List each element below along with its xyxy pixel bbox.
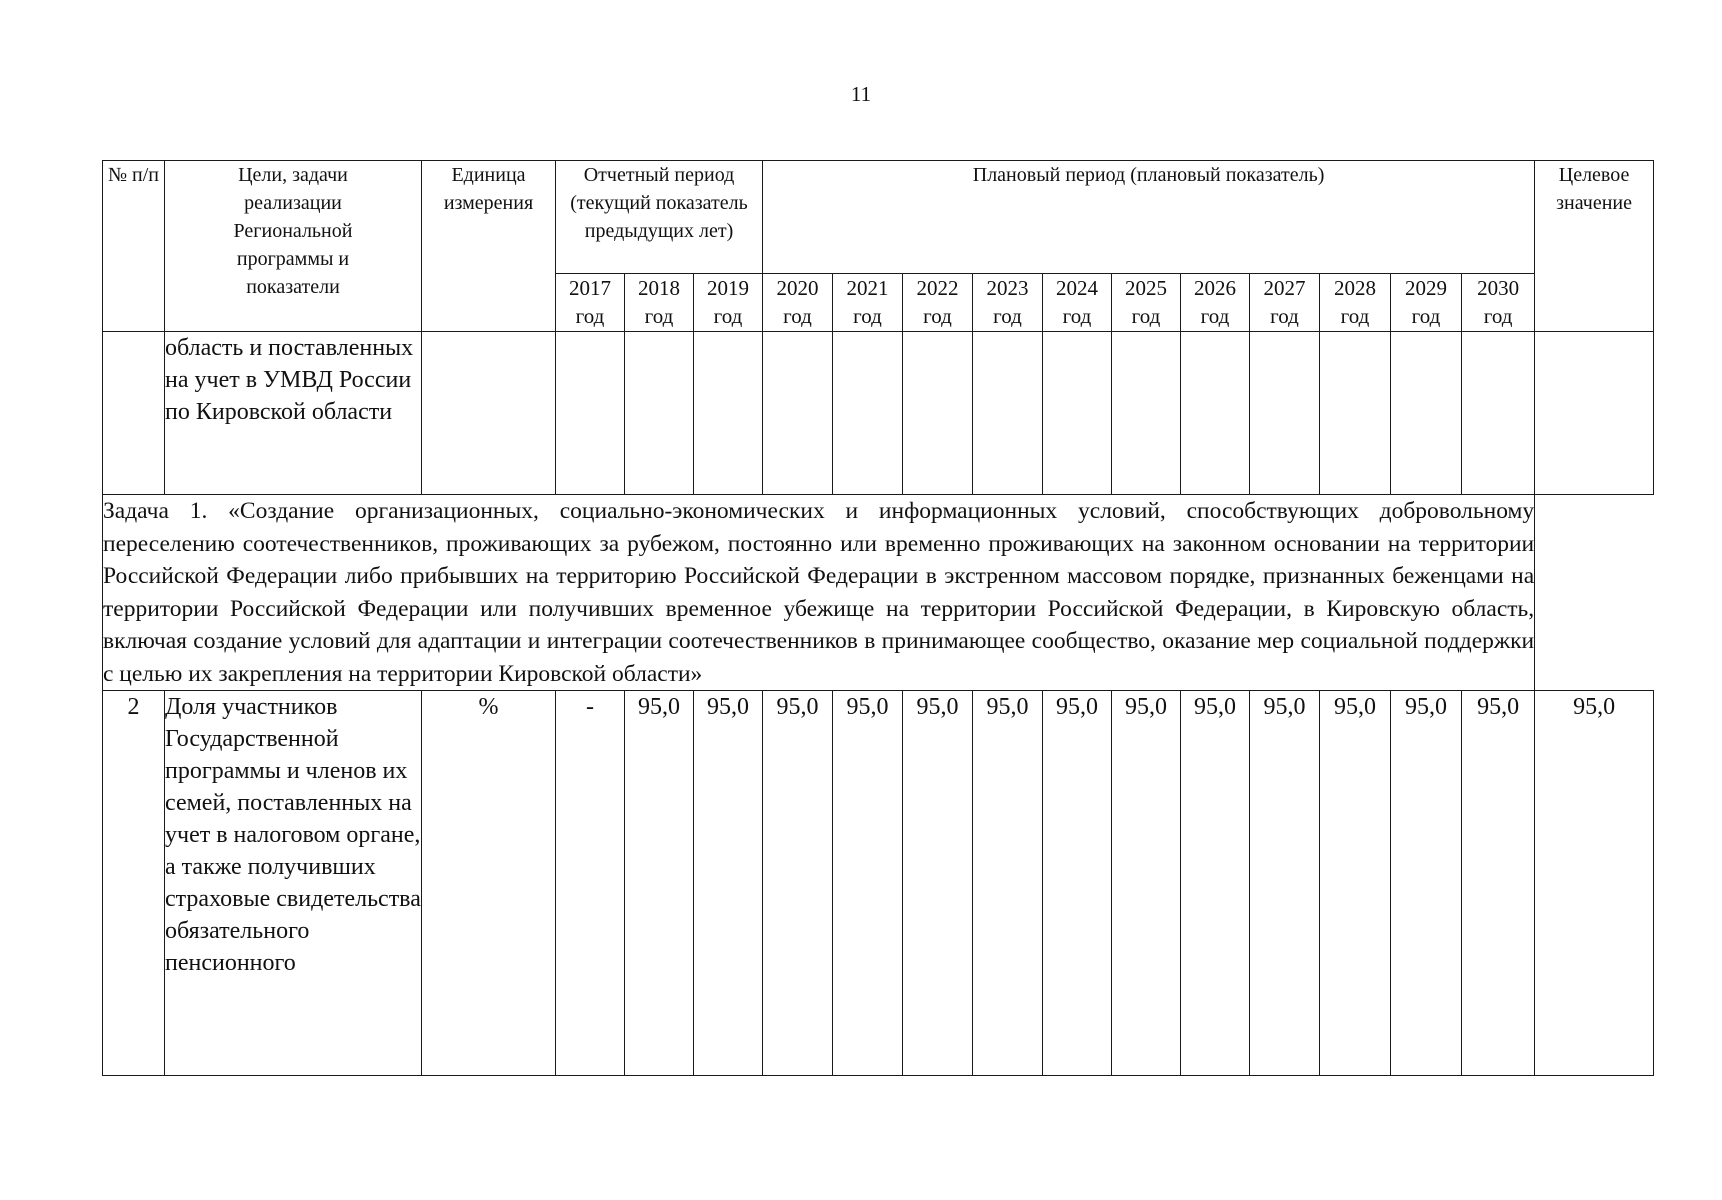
year-suffix: год (713, 304, 743, 328)
year-header (1043, 274, 1112, 332)
year-label: 2026 (1194, 276, 1237, 300)
indicator-unit: % (422, 691, 556, 1076)
year-label: 2029 (1405, 276, 1448, 300)
year-label: 2025 (1125, 276, 1168, 300)
year-header (1320, 274, 1391, 332)
year-label: 2028 (1334, 276, 1377, 300)
year-header (1391, 274, 1462, 332)
header-unit: Единица измерения (422, 161, 556, 332)
year-header (694, 274, 763, 332)
year-header (1112, 274, 1181, 332)
year-header (1250, 274, 1320, 332)
indicator-row (103, 691, 1654, 1076)
cell-empty (1535, 332, 1654, 495)
indicator-value: 95,0 (1250, 691, 1320, 1076)
indicator-text: Доля участников Государственной программы и членов их семей, поставленных на учет в налоговом органе, а также получивших страховые свидетельства обязательного пенсионного (165, 691, 422, 1076)
indicator-value: 95,0 (1391, 691, 1462, 1076)
indicator-value: 95,0 (973, 691, 1043, 1076)
cell-empty (1181, 332, 1250, 495)
indicator-value: - (556, 691, 625, 1076)
year-header (833, 274, 903, 332)
indicator-value: 95,0 (1043, 691, 1112, 1076)
year-label: 2030 (1477, 276, 1520, 300)
cell-empty (103, 332, 165, 495)
year-label: 2020 (776, 276, 819, 300)
year-header (1462, 274, 1535, 332)
cell-empty (694, 332, 763, 495)
year-suffix: год (1340, 304, 1370, 328)
year-suffix: год (644, 304, 674, 328)
row-number: 2 (103, 691, 165, 1076)
year-header (556, 274, 625, 332)
task-text: Задача 1. «Создание организационных, социально-экономических и информационных условий, способствующих добровольному переселению соотечественников, проживающих за рубежом, постоянно или временно проживающих на законном основании на территории Российской Федерации либо прибывших на территорию Российской Федерации в экстренном массовом порядке, признанных беженцами на территории Российской Федерации или получивших временное убежище на территории Российской Федерации, в Кировскую область, включая создание условий для адаптации и интеграции соотечественников в принимающее сообщество, оказание мер социальной поддержки с целью их закрепления на территории Кировской области» (103, 495, 1535, 691)
cell-empty (556, 332, 625, 495)
indicators-table (102, 160, 1654, 1076)
year-suffix: год (853, 304, 882, 328)
year-header (903, 274, 973, 332)
header-planned-period: Плановый период (плановый показатель) (763, 161, 1535, 274)
year-header (763, 274, 833, 332)
year-label: 2021 (846, 276, 889, 300)
year-label: 2023 (986, 276, 1029, 300)
year-header (1181, 274, 1250, 332)
year-label: 2018 (638, 276, 680, 300)
year-label: 2024 (1056, 276, 1099, 300)
page-number: 11 (850, 82, 872, 106)
cell-empty (422, 332, 556, 495)
continuation-text: область и поставленных на учет в УМВД России по Кировской области (165, 332, 422, 495)
indicator-value: 95,0 (1320, 691, 1391, 1076)
cell-empty (833, 332, 903, 495)
year-label: 2027 (1263, 276, 1306, 300)
indicator-value: 95,0 (1181, 691, 1250, 1076)
cell-empty (1391, 332, 1462, 495)
cell-empty (973, 332, 1043, 495)
year-label: 2022 (916, 276, 959, 300)
year-suffix: год (783, 304, 812, 328)
cell-empty (1462, 332, 1535, 495)
year-label: 2017 (569, 276, 611, 300)
year-suffix: год (1483, 304, 1513, 328)
header-row-top (103, 161, 1654, 274)
cell-empty (1320, 332, 1391, 495)
year-suffix: год (575, 304, 605, 328)
year-label: 2019 (707, 276, 749, 300)
year-suffix: год (1200, 304, 1230, 328)
header-reporting-period: Отчетный период (текущий показатель предыдущих лет) (556, 161, 763, 274)
indicator-value: 95,0 (903, 691, 973, 1076)
year-suffix: год (1062, 304, 1092, 328)
year-suffix: год (1131, 304, 1161, 328)
cell-empty (903, 332, 973, 495)
indicator-value: 95,0 (694, 691, 763, 1076)
cell-empty (625, 332, 694, 495)
indicator-target: 95,0 (1535, 691, 1654, 1076)
cell-empty (763, 332, 833, 495)
indicator-value: 95,0 (625, 691, 694, 1076)
year-header (625, 274, 694, 332)
cell-empty (1250, 332, 1320, 495)
cell-empty (1112, 332, 1181, 495)
header-no: № п/п (103, 161, 165, 332)
indicator-value: 95,0 (1112, 691, 1181, 1076)
continuation-row (103, 332, 1654, 495)
header-goals: Цели, задачи реализации Региональной программы и показатели (165, 161, 422, 332)
indicator-value: 95,0 (763, 691, 833, 1076)
year-suffix: год (1411, 304, 1441, 328)
cell-empty (1043, 332, 1112, 495)
year-suffix: год (993, 304, 1022, 328)
indicator-value: 95,0 (1462, 691, 1535, 1076)
header-target: Целевое значение (1535, 161, 1654, 332)
indicator-value: 95,0 (833, 691, 903, 1076)
year-suffix: год (1270, 304, 1299, 328)
task-row (103, 495, 1654, 691)
year-header (973, 274, 1043, 332)
year-suffix: год (923, 304, 952, 328)
